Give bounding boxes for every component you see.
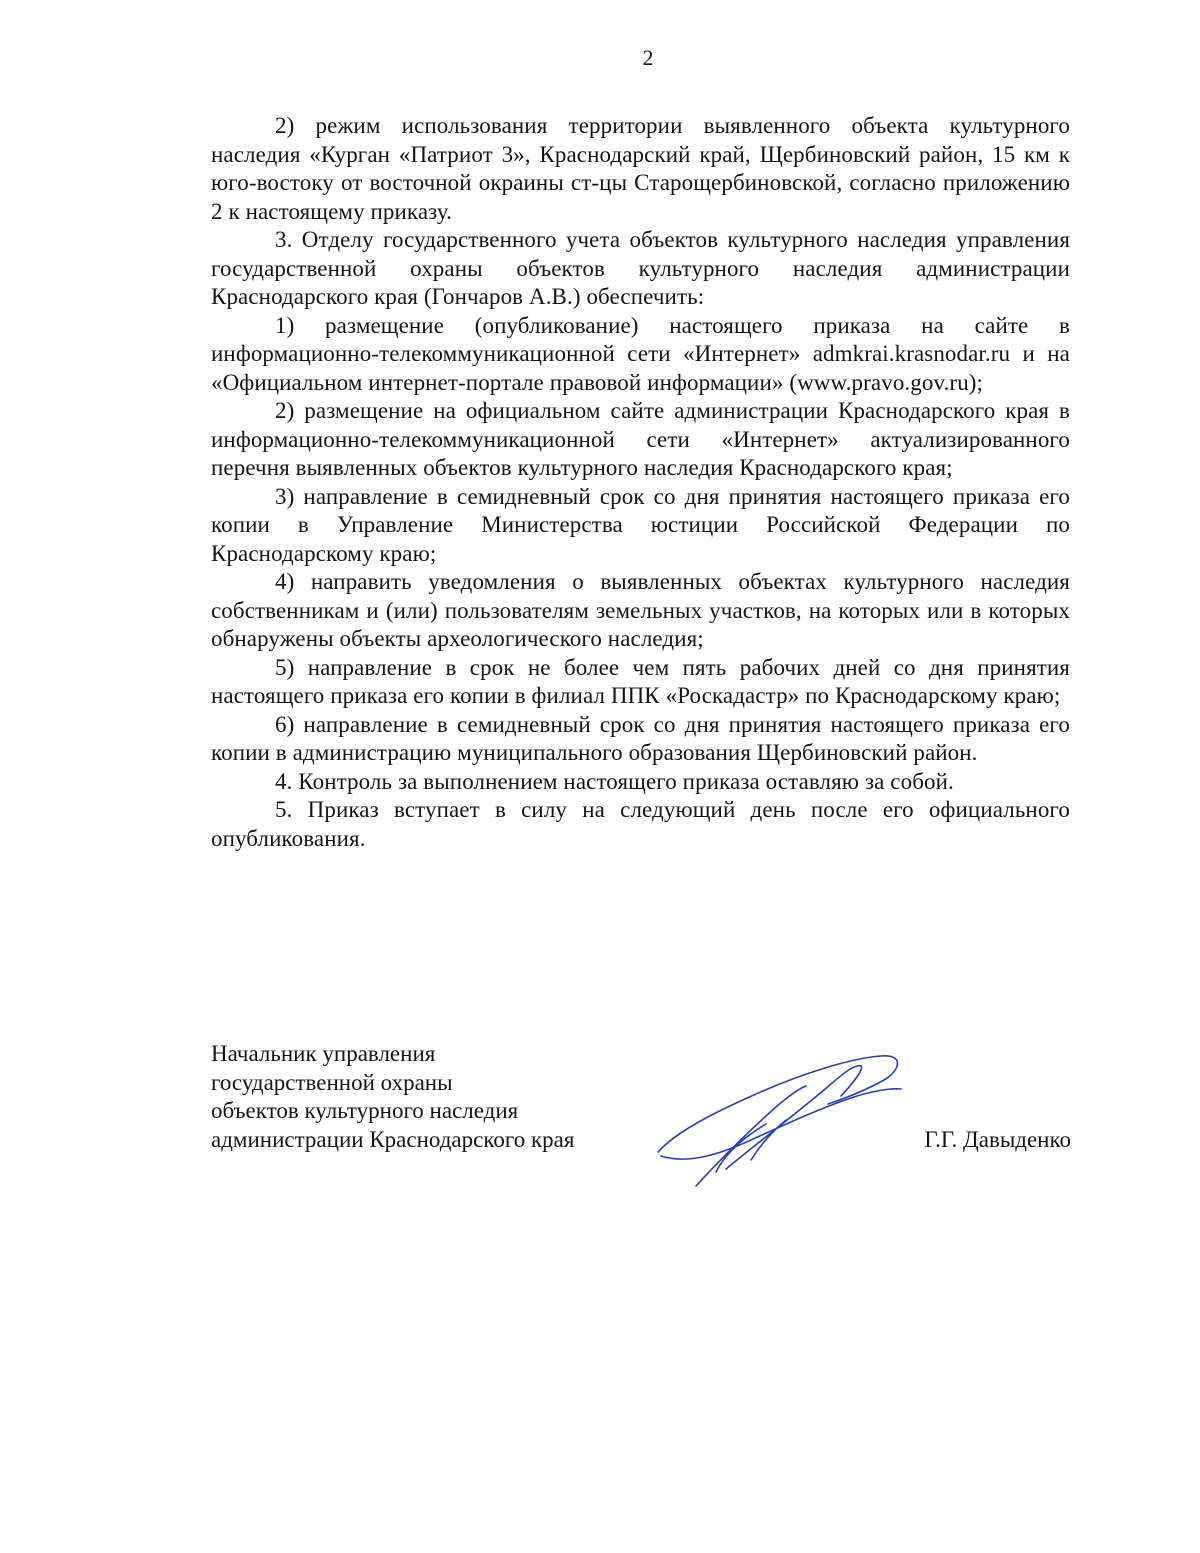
signer-name: Г.Г. Давыденко: [924, 1126, 1071, 1152]
paragraph: 2) размещение на официальном сайте администрации Краснодарского края в информационно-телекоммуникационной сети «Интернет» актуализированного перечня выявленных объектов культурного наследия Краснодарского края;: [211, 398, 1070, 480]
signer-position: [211, 1040, 574, 1154]
paragraph: 6) направление в семидневный срок со дня принятия настоящего приказа его копии в администрацию муниципального образования Щербиновский район.: [211, 711, 1070, 765]
paragraph: 5. Приказ вступает в силу на следующий день после его официального опубликования.: [211, 797, 1070, 851]
paragraph: 3) направление в семидневный срок со дня принятия настоящего приказа его копии в Управление Министерства юстиции Российской Федерации по Краснодарскому краю;: [211, 483, 1070, 566]
signer-position-line: Начальник управления: [211, 1041, 436, 1066]
signature-block: [211, 1040, 1071, 1200]
signer-position-line: администрации Краснодарского края: [211, 1126, 575, 1152]
signer-position-line: государственной охраны: [211, 1069, 453, 1095]
paragraph: 4) направить уведомления о выявленных объектах культурного наследия собственникам и (или) пользователям земельных участков, на которых или в которых обнаружены объекты археологического наследия;: [211, 569, 1070, 651]
document-body: [211, 112, 1070, 853]
paragraph: 3. Отделу государственного учета объектов культурного наследия управления государственной охраны объектов культурного наследия администрации Краснодарского края (Гончаров А.В.) обеспечить:: [211, 227, 1070, 309]
paragraph: 2) режим использования территории выявленного объекта культурного наследия «Курган «Патриот 3», Краснодарский край, Щербиновский район, 15 км к юго-востоку от восточной окраины ст-цы Старощербиновской, согласно приложению 2 к настоящему приказу.: [211, 113, 1070, 224]
page-number: 2: [642, 45, 654, 70]
signer-position-line: объектов культурного наследия: [211, 1098, 519, 1123]
paragraph: 1) размещение (опубликование) настоящего приказа на сайте в информационно-телекоммуникационной сети «Интернет» admkrai.krasnodar.ru и на «Официальном интернет-портале правовой информации» (www.pravo.gov.ru);: [211, 312, 1070, 395]
paragraph: 5) направление в срок не более чем пять рабочих дней со дня принятия настоящего приказа его копии в филиал ППК «Роскадастр» по Краснодарскому краю;: [211, 654, 1070, 708]
paragraph: 4. Контроль за выполнением настоящего приказа оставляю за собой.: [275, 768, 954, 794]
handwritten-signature-icon: [656, 1044, 906, 1189]
